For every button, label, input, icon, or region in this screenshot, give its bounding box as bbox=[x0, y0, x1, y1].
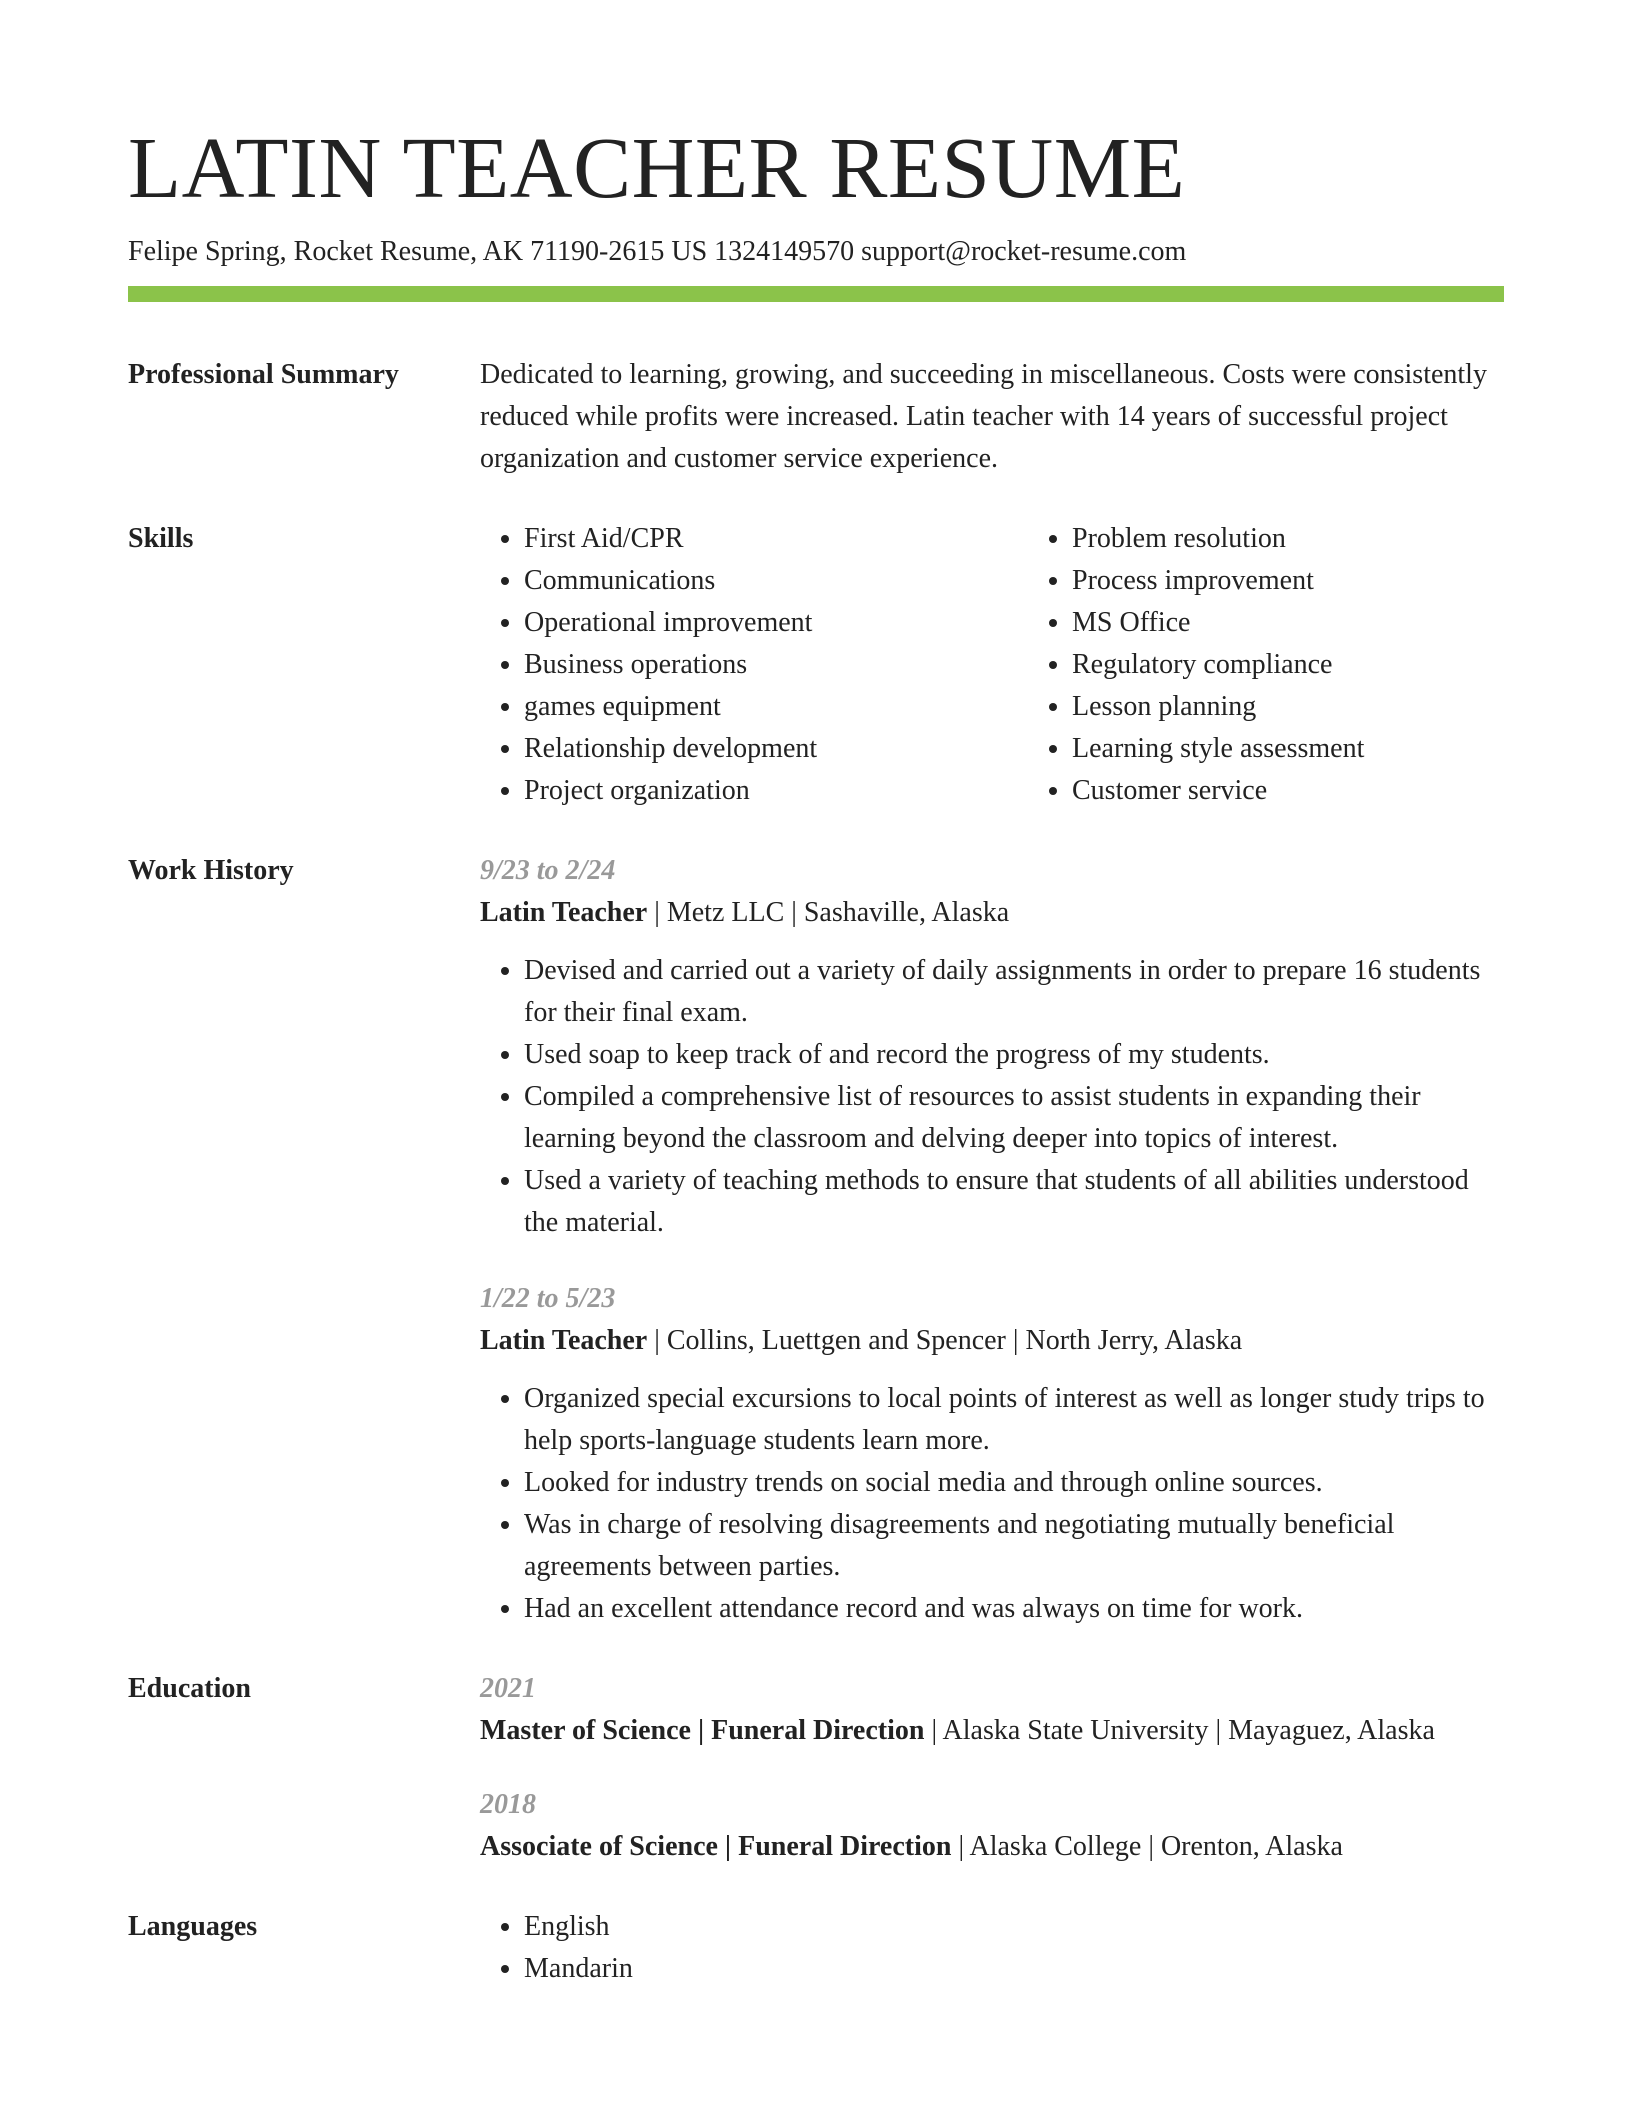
skill-item: • Customer service bbox=[1072, 770, 1576, 812]
job-bullet: • Compiled a comprehensive list of resources to assist students in expanding their learning beyond the classroom and delving deeper into topics of interest. bbox=[524, 1076, 1504, 1160]
job-bullets bbox=[480, 950, 1504, 1244]
skill-item: • Lesson planning bbox=[1072, 686, 1576, 728]
languages-section bbox=[128, 1906, 1504, 1990]
job-entry bbox=[480, 1278, 1504, 1630]
section-title: Skills bbox=[128, 523, 194, 554]
education-degree: Master of Science | Funeral Direction bbox=[480, 1715, 925, 1746]
skill-item: • Problem resolution bbox=[1072, 518, 1576, 560]
contact-line: Felipe Spring, Rocket Resume, AK 71190-2615 US 1324149570 support@rocket-resume.com bbox=[128, 236, 1187, 267]
job-role: Latin Teacher bbox=[480, 897, 648, 928]
education-entry bbox=[480, 1668, 1504, 1752]
skill-item: • Communications bbox=[524, 560, 1028, 602]
education-year: 2018 bbox=[480, 1789, 536, 1820]
section-title: Education bbox=[128, 1673, 251, 1704]
education-year: 2021 bbox=[480, 1673, 536, 1704]
job-bullet: • Was in charge of resolving disagreements and negotiating mutually beneficial agreements between parties. bbox=[524, 1504, 1504, 1588]
skills-list-col2 bbox=[1028, 518, 1576, 812]
skill-item: • MS Office bbox=[1072, 602, 1576, 644]
skill-item: • Relationship development bbox=[524, 728, 1028, 770]
education-section bbox=[128, 1668, 1504, 1868]
job-bullet: • Had an excellent attendance record and was always on time for work. bbox=[524, 1588, 1504, 1630]
language-item: • English bbox=[524, 1906, 1504, 1948]
skill-item: • Learning style assessment bbox=[1072, 728, 1576, 770]
job-bullet: • Devised and carried out a variety of daily assignments in order to prepare 16 students for their final exam. bbox=[524, 950, 1504, 1034]
section-title: Professional Summary bbox=[128, 359, 399, 390]
education-heading bbox=[480, 1710, 1504, 1752]
work-history-body bbox=[480, 850, 1504, 1630]
section-title: Work History bbox=[128, 855, 294, 886]
job-employer: | Metz LLC | Sashaville, Alaska bbox=[647, 897, 1010, 928]
education-entry bbox=[480, 1784, 1504, 1868]
skill-item: • Regulatory compliance bbox=[1072, 644, 1576, 686]
education-body bbox=[480, 1668, 1504, 1868]
job-bullet: • Organized special excursions to local points of interest as well as longer study trips to help sports-language students learn more. bbox=[524, 1378, 1504, 1462]
resume-page bbox=[128, 118, 1504, 1990]
skills-list-col1 bbox=[480, 518, 1028, 812]
skill-item: • Operational improvement bbox=[524, 602, 1028, 644]
work-history-section bbox=[128, 850, 1504, 1630]
job-bullet: • Used a variety of teaching methods to ensure that students of all abilities understood the material. bbox=[524, 1160, 1504, 1244]
job-entry bbox=[480, 850, 1504, 1244]
languages-body bbox=[480, 1906, 1504, 1990]
summary-section bbox=[128, 354, 1504, 480]
job-role: Latin Teacher bbox=[480, 1325, 648, 1356]
education-heading bbox=[480, 1826, 1504, 1868]
job-bullet: • Looked for industry trends on social media and through online sources. bbox=[524, 1462, 1504, 1504]
job-heading bbox=[480, 892, 1504, 934]
resume-title: LATIN TEACHER RESUME bbox=[128, 119, 1186, 216]
skill-item: • Business operations bbox=[524, 644, 1028, 686]
job-bullet: • Used soap to keep track of and record the progress of my students. bbox=[524, 1034, 1504, 1076]
education-school: | Alaska State University | Mayaguez, Alaska bbox=[924, 1715, 1435, 1746]
summary-text: Dedicated to learning, growing, and succeeding in miscellaneous. Costs were consistently reduced while profits were increased. Latin teacher with 14 years of successful project organization and customer service experience. bbox=[480, 359, 1487, 474]
job-heading bbox=[480, 1320, 1504, 1362]
skills-section bbox=[128, 518, 1504, 812]
section-title: Languages bbox=[128, 1911, 258, 1942]
skill-item: • First Aid/CPR bbox=[524, 518, 1028, 560]
job-bullets bbox=[480, 1378, 1504, 1630]
skill-item: • Process improvement bbox=[1072, 560, 1576, 602]
education-degree: Associate of Science | Funeral Direction bbox=[480, 1831, 952, 1862]
skills-columns bbox=[480, 518, 1576, 812]
education-school: | Alaska College | Orenton, Alaska bbox=[951, 1831, 1343, 1862]
language-item: • Mandarin bbox=[524, 1948, 1504, 1990]
skill-item: • Project organization bbox=[524, 770, 1028, 812]
header-divider bbox=[128, 286, 1504, 302]
languages-list bbox=[480, 1906, 1504, 1990]
job-date: 9/23 to 2/24 bbox=[480, 855, 616, 886]
skill-item: • games equipment bbox=[524, 686, 1028, 728]
job-date: 1/22 to 5/23 bbox=[480, 1283, 616, 1314]
job-employer: | Collins, Luettgen and Spencer | North Jerry, Alaska bbox=[647, 1325, 1243, 1356]
